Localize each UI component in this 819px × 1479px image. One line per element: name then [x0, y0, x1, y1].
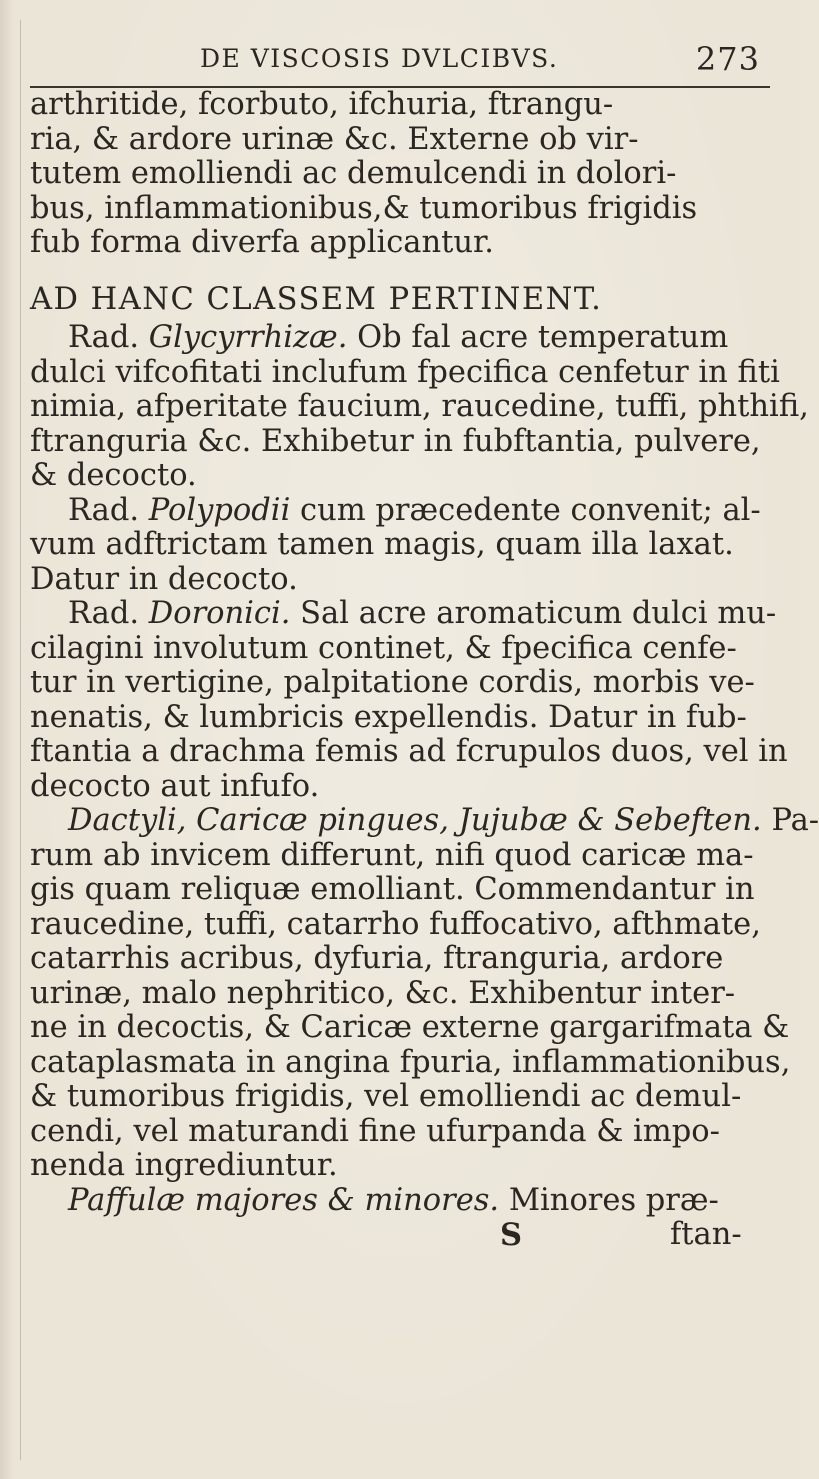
entry-rest: Sal acre aromaticum dulci mu-	[290, 596, 777, 631]
section-heading: AD HANC CLASSEM PERTINENT.	[30, 281, 603, 317]
text-line: arthritide, fcorbuto, ifchuria, ftrangu-	[30, 87, 614, 122]
entry-first-line	[30, 494, 770, 529]
entry-title: Polypodii	[148, 492, 291, 528]
text-line: rum ab invicem differunt, nifi quod caricæ ma-	[30, 837, 754, 873]
text-line: nimia, afperitate faucium, raucedine, tuffi, phthifi,	[30, 389, 809, 424]
running-head: DE VISCOSIS DVLCIBVS.	[200, 44, 559, 73]
text-line: cilagini involutum continet, & fpecifica cenfe-	[30, 630, 737, 666]
text-line: fub forma diverfa applicantur.	[30, 225, 494, 260]
entry-rest: Ob fal acre temperatum	[347, 320, 729, 355]
text-line: urinæ, malo nephritico, &c. Exhibentur inter-	[30, 975, 736, 1011]
entry-passulae	[30, 1184, 770, 1219]
page-number: 273	[695, 40, 760, 78]
text-line: nenda ingrediuntur.	[30, 1148, 338, 1183]
text-line: ftantia a drachma femis ad fcrupulos duos, vel in	[30, 734, 788, 769]
entry-title: Paffulæ majores & minores.	[68, 1182, 500, 1218]
text-line: ne in decoctis, & Caricæ externe gargarifmata &	[30, 1010, 790, 1045]
entry-lead: Rad.	[68, 596, 149, 631]
text-line: cataplasmata in angina fpuria, inflammationibus,	[30, 1044, 791, 1080]
entry-doronici	[30, 596, 788, 804]
text-line: ftranguria &c. Exhibetur in fubftantia, pulvere,	[30, 423, 761, 459]
entry-rest: Minores præ-	[499, 1182, 719, 1218]
page-header	[200, 40, 760, 80]
entry-lead: Rad.	[68, 492, 149, 528]
text-line: ria, & ardore urinæ &c. Externe ob vir-	[30, 121, 639, 157]
entry-title: Dactyli, Caricæ pingues, Jujubæ & Sebeften.	[68, 803, 762, 838]
entry-dactyli	[30, 803, 819, 1184]
text-line: & decocto.	[30, 458, 197, 493]
text-line: & tumoribus frigidis, vel emolliendi ac demul-	[30, 1079, 742, 1114]
entry-rest: Pa-	[761, 803, 819, 838]
entry-first-line	[30, 596, 777, 632]
text-line: bus, inflammationibus,& tumoribus frigidis	[30, 190, 698, 226]
entry-lead: Rad.	[68, 320, 149, 355]
entry-title: Glycyrrhizæ.	[148, 320, 348, 355]
text-line: decocto aut infufo.	[30, 768, 320, 804]
page-body	[30, 87, 819, 1253]
entry-rest: cum præcedente convenit; al-	[290, 492, 761, 528]
entry-first-line	[30, 1184, 770, 1219]
entry-first-line	[30, 321, 770, 356]
text-line: tur in vertigine, palpitatione cordis, morbis ve-	[30, 665, 755, 700]
gutter-line	[20, 20, 21, 1460]
catchword-line	[30, 1218, 770, 1253]
signature-mark: S	[500, 1217, 523, 1253]
text-line: nenatis, & lumbricis expellendis. Datur in fub-	[30, 699, 747, 735]
entry-polypodii	[30, 494, 770, 598]
text-line: gis quam reliquæ emolliant. Commendantur in	[30, 872, 755, 907]
paragraph-intro	[30, 88, 770, 261]
text-line: dulci vifcofitati inclufum fpecifica cenfetur in fiti	[30, 354, 780, 390]
text-line: raucedine, tuffi, catarrho fuffocativo, afthmate,	[30, 906, 761, 942]
catchword: ftan-	[670, 1217, 742, 1252]
text-line: tutem emolliendi ac demulcendi in dolori-	[30, 156, 677, 191]
page-edge	[0, 0, 14, 1479]
text-line: Datur in decocto.	[30, 561, 298, 597]
text-line: cendi, vel maturandi fine ufurpanda & impo-	[30, 1113, 720, 1149]
entry-glycyrrhiza	[30, 320, 809, 494]
entry-title: Doronici.	[148, 596, 291, 631]
text-line: catarrhis acribus, dyfuria, ftranguria, ardore	[30, 941, 724, 976]
text-line: vum adftrictam tamen magis, quam illa laxat.	[30, 527, 734, 562]
entry-first-line	[30, 803, 819, 839]
